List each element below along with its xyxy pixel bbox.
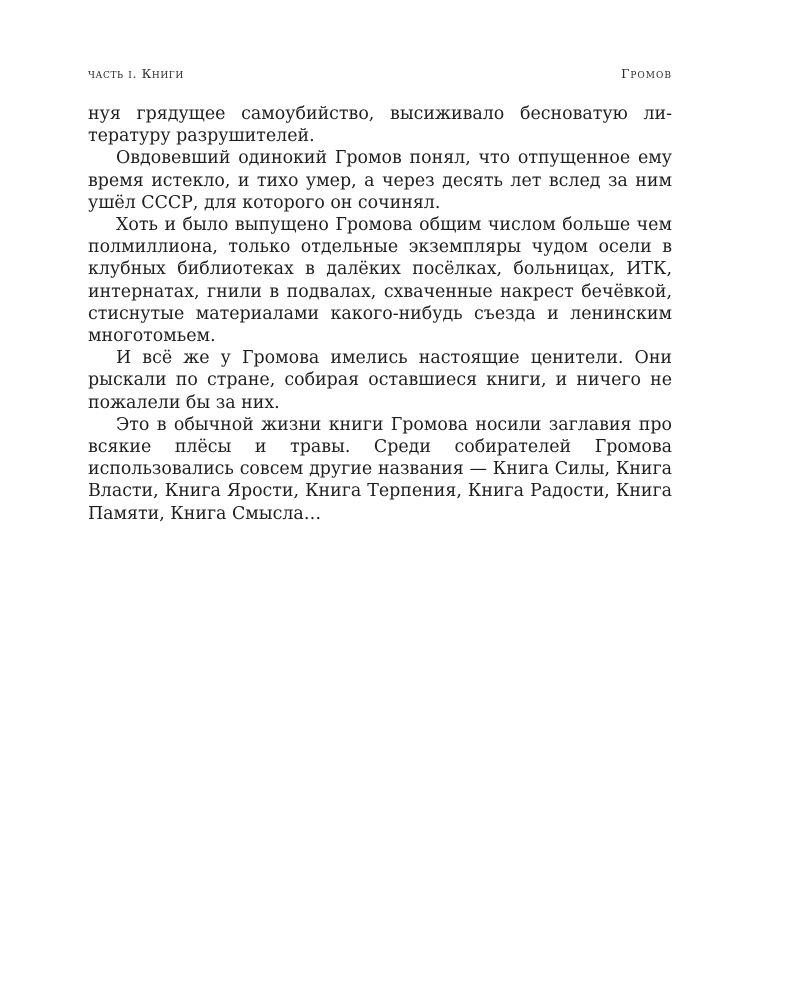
paragraph-4: И всё же у Громова имелись настоящие ценители. Они рыскали по стране, собирая оставшиеся книги, и ничего не пожалели бы за них. [88,348,672,413]
running-head-section: часть i. Книги [88,66,184,81]
paragraph-1: нуя грядущее самоубийство, высиживало бесноватую литературу разрушителей. [88,104,672,147]
running-head [88,66,672,84]
paragraph-2: Овдовевший одинокий Громов понял, что отпущенное ему время истекло, и тихо умер, а через десять лет вслед за ним ушёл СССР, для которого он сочинял. [88,148,672,213]
paragraph-5: Это в обычной жизни книги Громова носили заглавия про всякие плёсы и травы. Среди собирателей Громова использовались совсем другие названия — Книга Силы, Книга Власти, Книга Ярости, Книга Терпения, Книга Радости, Книга Памяти, Книга Смысла… [88,414,672,524]
running-head-title: Громов [621,66,672,81]
body-text [88,103,672,525]
paragraph-3: Хоть и было выпущено Громова общим числом больше чем полмиллиона, только отдельные экземпляры чудом осели в клубных библиотеках в далёких посёлках, больницах, ИТК, интернатах, гнили в подвалах, схваченные накрест бечёвкой, стиснутые материалами какого-нибудь съезда и ленинским многотомьем. [88,215,672,347]
